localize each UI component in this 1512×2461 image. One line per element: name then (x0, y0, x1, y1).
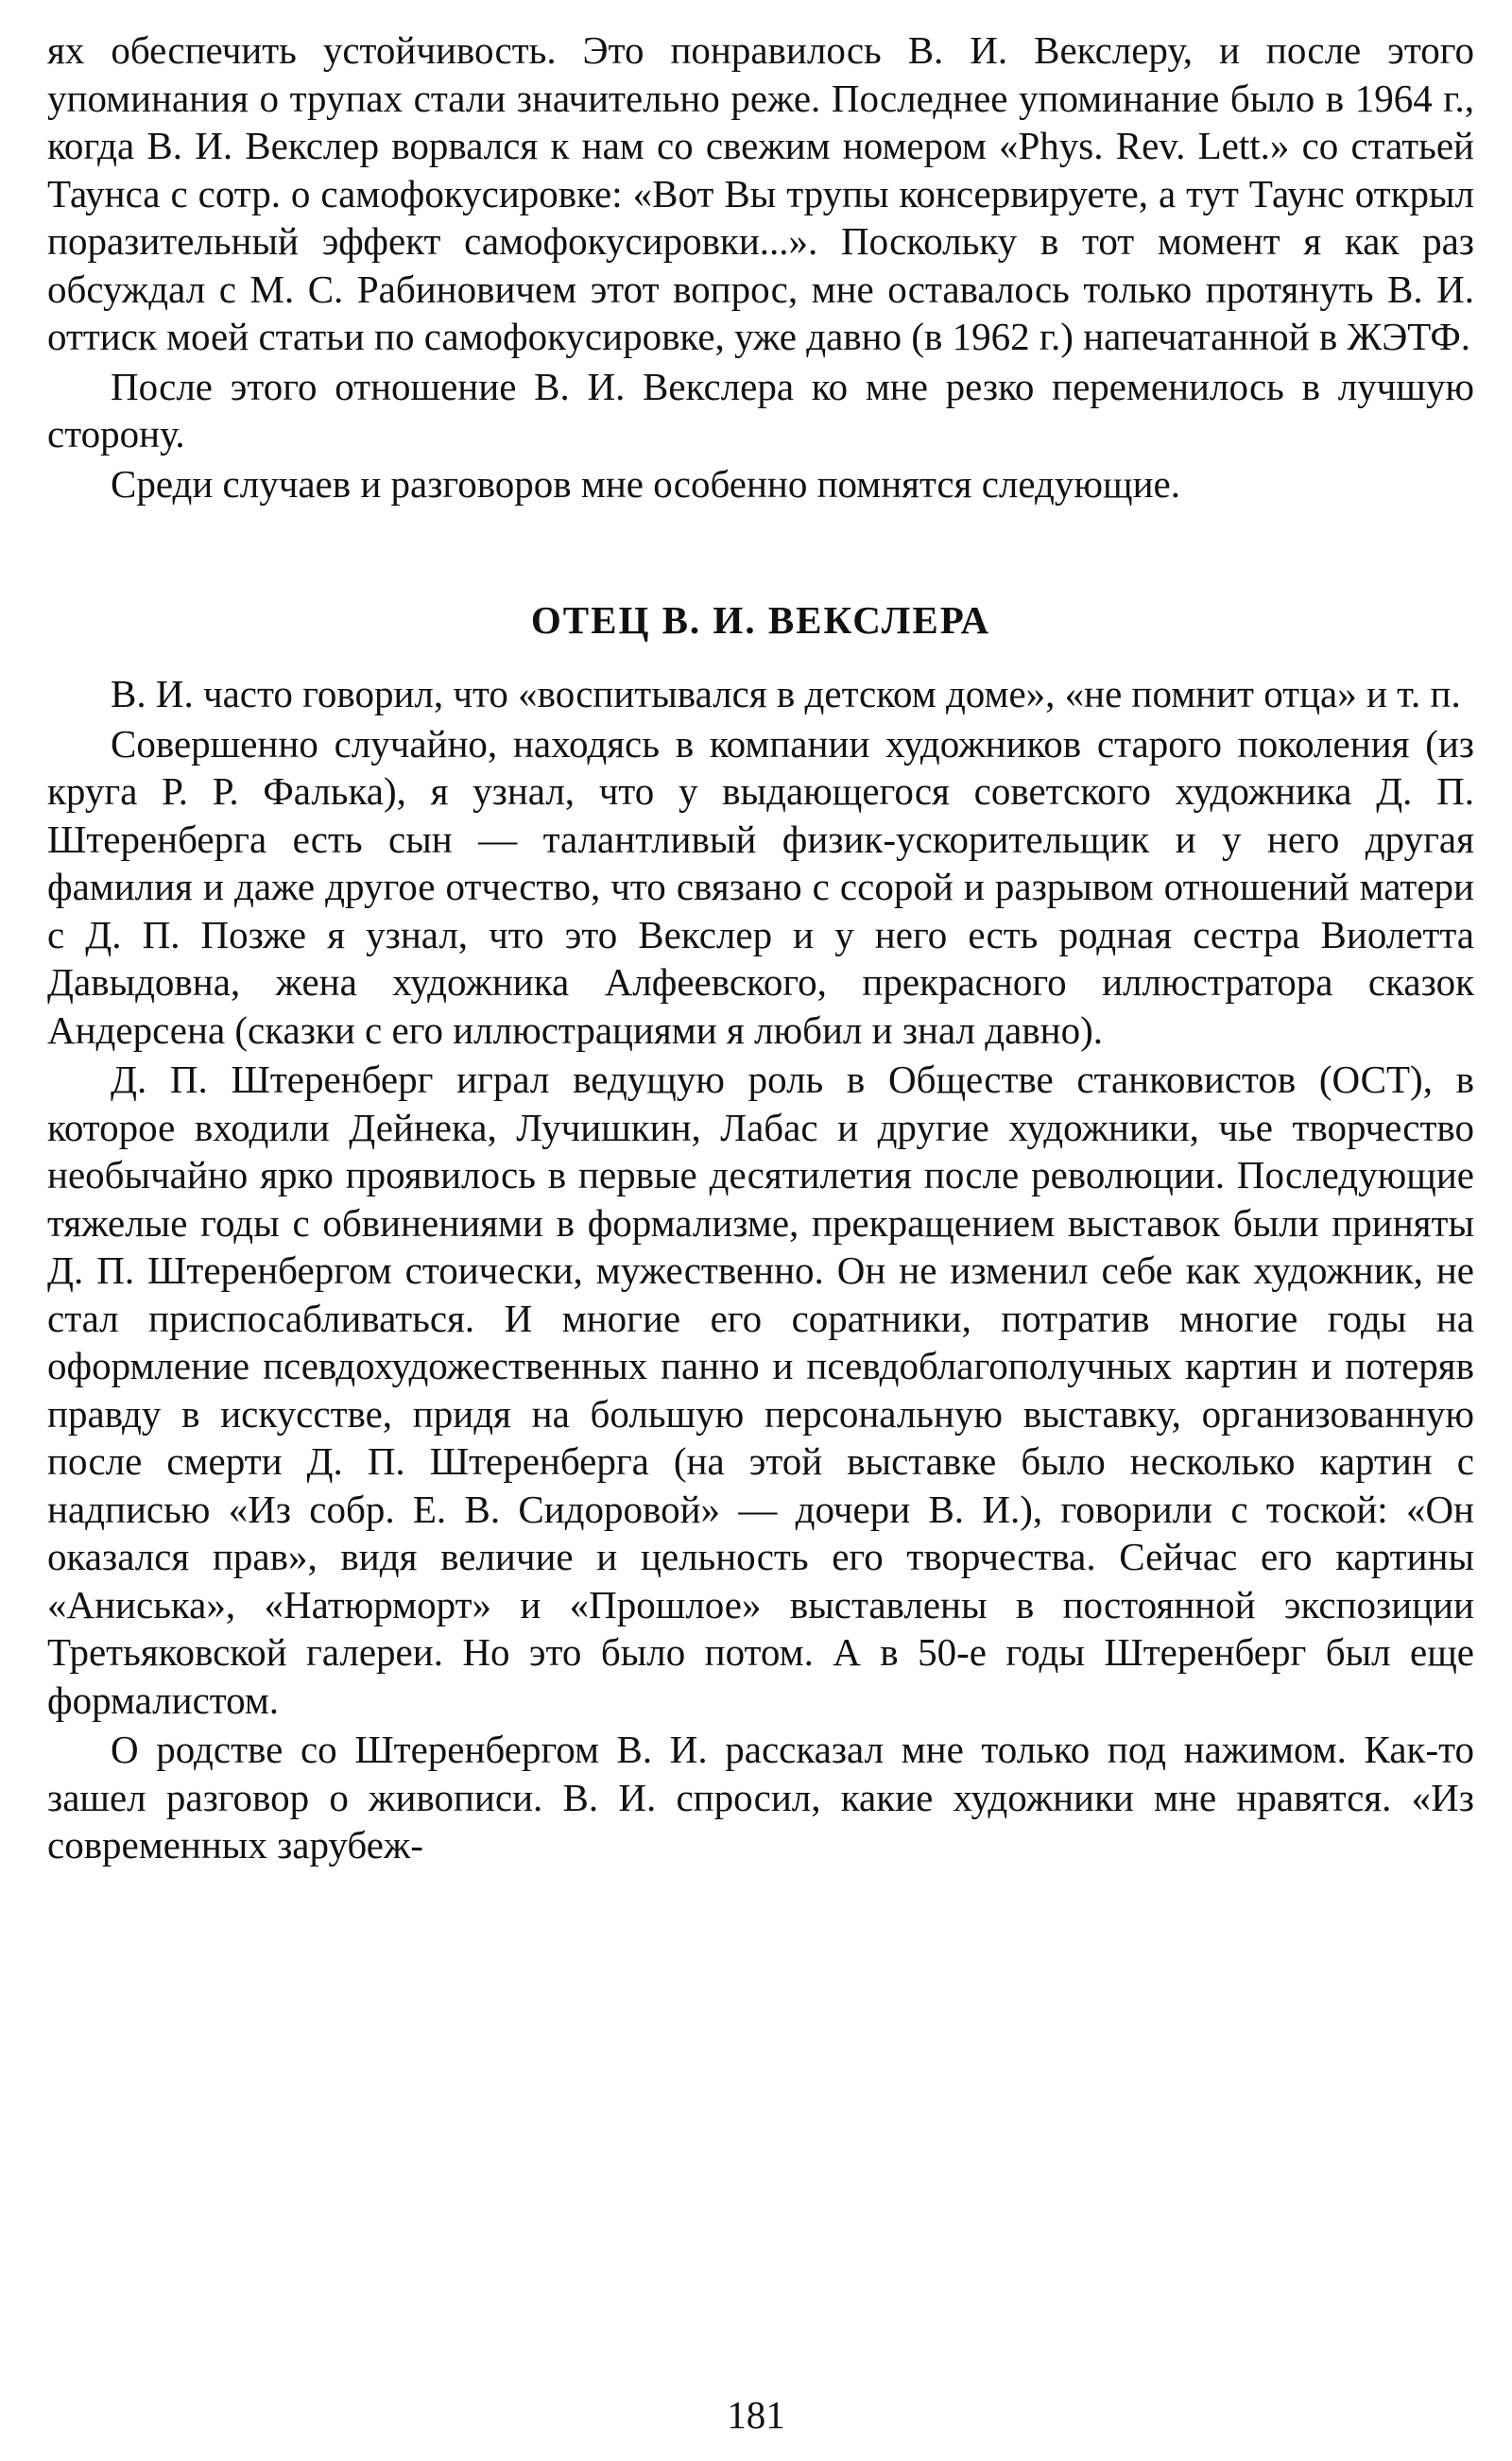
paragraph: После этого отношение В. И. Векслера ко мне резко переменилось в лучшую сторону. (47, 364, 1474, 456)
page-number: 181 (727, 2393, 785, 2436)
paragraph-continuation: ях обеспечить устойчивость. Это понравилось В. И. Векслеру, и после этого упоминания о трупах стали значительно реже. Последнее упоминание было в 1964 г., когда В. И. Векслер ворвался к нам со свежим номером «Phys. Rev. Lett.» со статьей Таунса с сотр. о самофокусировке: «Вот Вы трупы консервируете, а тут Таунс открыл поразительный эффект самофокусировки...». Поскольку в тот момент я как раз обсуждал с М. С. Рабиновичем этот вопрос, мне оставалось только протянуть В. И. оттиск моей статьи по самофокусировке, уже давно (в 1962 г.) напечатанной в ЖЭТФ. (47, 28, 1474, 358)
paragraph: О родстве со Штеренбергом В. И. рассказал мне только под нажимом. Как-то зашел разговор о живописи. В. И. спросил, какие художники мне нравятся. «Из современных зарубеж- (47, 1728, 1474, 1867)
section-heading: ОТЕЦ В. И. ВЕКСЛЕРА (530, 598, 991, 642)
paragraph: Д. П. Штеренберг играл ведущую роль в Обществе станковистов (ОСТ), в которое входили Дейнека, Лучишкин, Лабас и другие художники, чье творчество необычайно ярко проявилось в первые десятилетия после революции. Последующие тяжелые годы с обвинениями в формализме, прекращением выставок были приняты Д. П. Штеренбергом стоически, мужественно. Он не изменил себе как художник, не стал приспосабливаться. И многие его соратники, потратив многие годы на оформление псевдохудожественных панно и псевдоблагополучных картин и потеряв правду в искусстве, придя на большую персональную выставку, организованную после смерти Д. П. Штеренберга (на этой выставке было несколько картин с надписью «Из собр. Е. В. Сидоровой» — дочери В. И.), говорили с тоской: «Он оказался прав», видя величие и цельность его творчества. Сейчас его картины «Аниська», «Натюрморт» и «Прошлое» выставлены в постоянной экспозиции Третьяковской галереи. Но это было потом. А в 50-е годы Штеренберг был еще формалистом. (47, 1058, 1474, 1722)
page-body (47, 26, 1474, 1869)
paragraph: В. И. часто говорил, что «воспитывался в детском доме», «не помнит отца» и т. п. (111, 672, 1461, 715)
paragraph: Среди случаев и разговоров мне особенно помнятся следующие. (111, 461, 1181, 506)
paragraph: Совершенно случайно, находясь в компании художников старого поколения (из круга Р. Р. Фалька), я узнал, что у выдающегося советского художника Д. П. Штеренберга есть сын — талантливый физик-ускорительщик и у него другая фамилия и даже другое отчество, что связано с ссорой и разрывом отношений матери с Д. П. Позже я узнал, что это Векслер и у него есть родная сестра Виолетта Давыдовна, жена художника Алфеевского, прекрасного иллюстратора сказок Андерсена (сказки с его иллюстрациями я любил и знал давно). (47, 721, 1474, 1052)
